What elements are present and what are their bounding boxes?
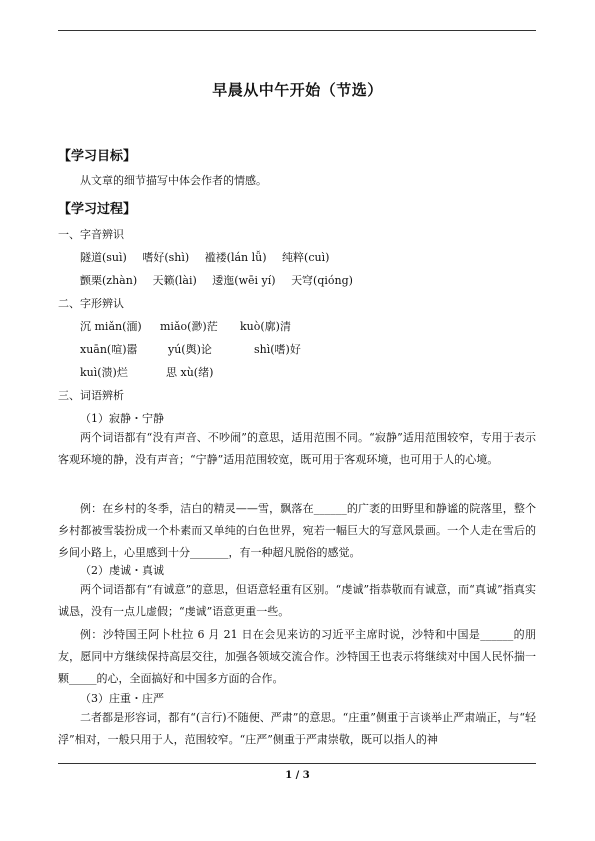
subsection-label: （3）庄重・庄严 <box>80 692 164 705</box>
pinyin-row-2 <box>80 274 365 288</box>
glyph-item: 沉 miǎn(湎) <box>80 320 142 333</box>
definition-paragraph: 两个词语都有“有诚意”的意思，但语意轻重有区别。“虔诚”指恭敬而有诚意，而“真诚”指真实诚恳，没有一点儿虚假；“虔诚”语意更重一些。 <box>58 583 536 618</box>
pinyin-item: 颤栗(zhàn) <box>80 274 138 287</box>
pinyin-item: 褴褛(lán lǚ) <box>204 251 267 264</box>
glyph-item: kuì(溃)烂 <box>80 366 128 379</box>
pinyin-item: 天穹(qióng) <box>291 274 353 287</box>
pinyin-item: 逶迤(wēi yí) <box>212 274 276 287</box>
glyph-item: xuān(喧)嚣 <box>80 343 138 356</box>
definition-paragraph: 两个词语都有“没有声音、不吵闹”的意思，适用范围不同。“寂静”适用范围较窄，专用于表示客观环境的静，没有声音；“宁静”适用范围较宽，既可用于客观环境，也可用于人的心境。 <box>58 431 536 466</box>
glyph-item: yú(舆)论 <box>168 343 212 356</box>
glyph-item: miǎo(渺)茫 <box>160 320 218 333</box>
header-rule <box>58 30 536 31</box>
glyph-item: shì(嗜)好 <box>254 343 301 356</box>
example-paragraph: 例：在乡村的冬季，洁白的精灵——雪，飘落在______的广袤的田野里和静谧的院落里，整个乡村都被雪装扮成一个朴素而又单纯的白色世界，宛若一幅巨大的写意风景画。一个人走在雪后的乡间小路上，心里感到十分_______，有一种超凡脱俗的感觉。 <box>58 502 536 559</box>
pinyin-item: 天籁(lài) <box>152 274 197 287</box>
glyph-item: kuò(廓)清 <box>240 320 291 333</box>
pinyin-item: 嗜好(shì) <box>142 251 190 264</box>
glyph-item: 思 xù(绪) <box>166 366 214 379</box>
page-number: 1 / 3 <box>285 770 310 781</box>
objectives-heading: 【学习目标】 <box>58 149 137 164</box>
section2-heading: 二、字形辨认 <box>58 297 124 310</box>
page-title: 早晨从中午开始（节选） <box>212 81 383 99</box>
pinyin-row-1 <box>80 251 341 265</box>
section1-heading: 一、字音辨识 <box>58 228 124 241</box>
pinyin-item: 纯粹(cuì) <box>282 251 330 264</box>
pinyin-item: 隧道(suì) <box>80 251 127 264</box>
subsection-label: （2）虔诚・真诚 <box>80 564 164 577</box>
objectives-text: 从文章的细节描写中体会作者的情感。 <box>80 174 267 187</box>
definition-paragraph: 二者都是形容词，都有“(言行)不随便、严肃”的意思。“庄重”侧重于言谈举止严肃端正，与“轻浮”相对，一般只用于人，范围较窄。“庄严”侧重于严肃崇敬，既可以指人的神 <box>58 711 536 746</box>
example-paragraph: 例：沙特国王阿卜杜拉 6 月 21 日在会见来访的习近平主席时说，沙特和中国是______的朋友，愿同中方继续保持高层交往，加强各领域交流合作。沙特国王也表示将继续对中国人民怀揣一颗_____的心，全面搞好和中国多方面的合作。 <box>58 628 536 685</box>
footer-rule <box>58 763 536 764</box>
subsection-label: （1）寂静・宁静 <box>80 412 164 425</box>
process-heading: 【学习过程】 <box>58 202 137 217</box>
section3-heading: 三、词语辨析 <box>58 389 124 402</box>
